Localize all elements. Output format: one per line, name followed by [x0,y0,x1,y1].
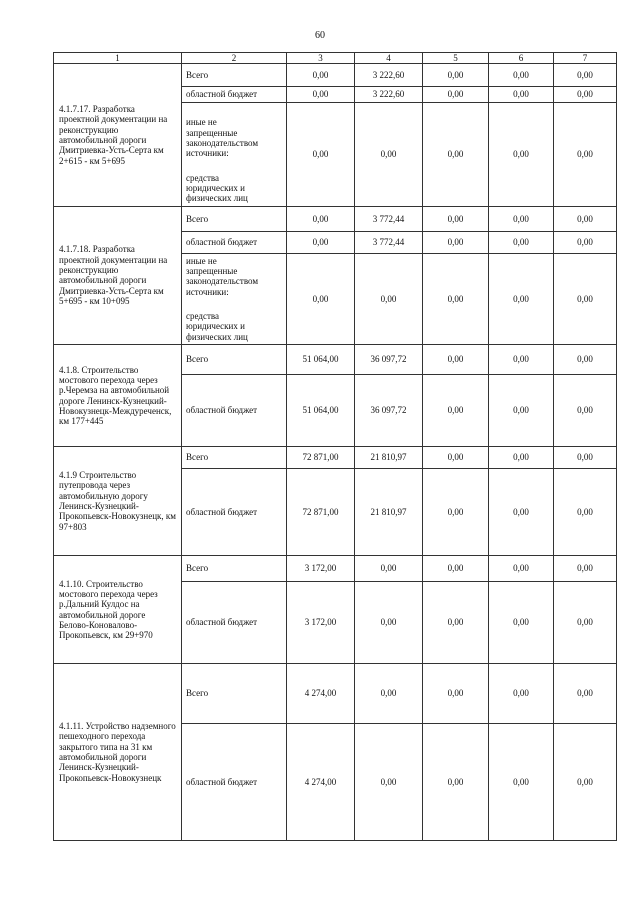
table-row [54,345,617,375]
table-cell: 36 097,72 [355,375,423,447]
table-cell: 3 222,60 [355,87,423,102]
source-label: Всего [182,206,287,231]
table-row [54,556,617,582]
item-name: 4.1.7.18. Разработка проектной документации на реконструкцию автомобильной дороги Дмитриевка-Усть-Серта км 5+695 - км 10+095 [54,206,182,344]
table-cell: 0,00 [489,64,554,87]
table-cell: 0,00 [489,253,554,344]
table-cell: 0,00 [423,87,489,102]
table-cell: 72 871,00 [287,447,355,469]
text-line: источники: [186,148,229,159]
source-label: Всего [182,345,287,375]
table-cell: 0,00 [489,724,554,841]
table-cell: 0,00 [423,102,489,206]
table-cell: 0,00 [554,206,617,231]
table-row [54,64,617,87]
table-cell: 0,00 [489,206,554,231]
table-cell: 0,00 [355,582,423,664]
table-cell: 0,00 [554,102,617,206]
table-cell: 0,00 [554,345,617,375]
source-label: областной бюджет [182,87,287,102]
text-line: юридических и [186,183,245,193]
table-cell: 36 097,72 [355,345,423,375]
table-cell: 0,00 [554,231,617,253]
table-cell: 0,00 [489,447,554,469]
table-cell: 0,00 [287,206,355,231]
table-cell: 0,00 [554,556,617,582]
col-header: 4 [355,53,423,64]
table-cell: 0,00 [489,556,554,582]
text-line: иные не [186,117,217,128]
table-cell: 0,00 [489,375,554,447]
table-cell: 3 172,00 [287,556,355,582]
table-cell: 0,00 [423,206,489,231]
text-line: средства [186,311,220,322]
table-cell: 0,00 [355,556,423,582]
source-label: Всего [182,664,287,724]
text-line: законодательством [186,276,259,287]
table-cell: 0,00 [287,253,355,344]
table-cell: 0,00 [355,102,423,206]
source-label-other [182,102,287,206]
text-line: законодательством [186,137,259,148]
source-label: областной бюджет [182,375,287,447]
table-cell: 0,00 [554,375,617,447]
table-row [54,206,617,231]
text-line: физических лиц [186,193,248,204]
table-cell: 0,00 [554,87,617,102]
source-label: областной бюджет [182,582,287,664]
text-line: средства [186,172,220,183]
text-line: юридических и [186,321,245,332]
table-cell: 0,00 [287,87,355,102]
table-cell: 0,00 [423,582,489,664]
table-cell: 3 222,60 [355,64,423,87]
table-cell: 0,00 [423,447,489,469]
source-label-other [182,253,287,344]
table-cell: 0,00 [423,556,489,582]
table-cell: 3 772,44 [355,231,423,253]
table-cell: 0,00 [554,447,617,469]
col-header: 1 [54,53,182,64]
table-cell: 3 172,00 [287,582,355,664]
col-header: 5 [423,53,489,64]
table-cell: 0,00 [287,102,355,206]
table-cell: 0,00 [554,664,617,724]
text-line: иные не [186,255,217,266]
item-name: 4.1.8. Строительство мостового перехода через р.Черемза на автомобильной дороге Ленинск-Кузнецкий-Новокузнецк-Междуреченск, км 177+445 [54,345,182,447]
col-header: 7 [554,53,617,64]
table-cell: 0,00 [355,724,423,841]
table-cell: 0,00 [489,582,554,664]
table-cell: 0,00 [423,231,489,253]
table-cell: 4 274,00 [287,724,355,841]
item-name: 4.1.11. Устройство надземного пешеходного перехода закрытого типа на 31 км автомобильной дороги Ленинск-Кузнецкий-Прокопьевск-Новокузнецк [54,664,182,841]
table-cell: 0,00 [287,64,355,87]
text-line: физических лиц [186,331,248,342]
item-name: 4.1.10. Строительство мостового перехода через р.Дальний Кулдос на автомобильной дороге Белово-Коновалово-Прокопьевск, км 29+970 [54,556,182,664]
source-label: областной бюджет [182,231,287,253]
table-cell: 0,00 [489,469,554,556]
table-row [54,664,617,724]
table-cell: 0,00 [355,253,423,344]
text-line: запрещенные [186,127,238,138]
table-cell: 0,00 [423,375,489,447]
table-cell: 4 274,00 [287,664,355,724]
table-cell: 3 772,44 [355,206,423,231]
budget-table [53,52,617,841]
table-cell: 72 871,00 [287,469,355,556]
item-name: 4.1.9 Строительство путепровода через автомобильную дорогу Ленинск-Кузнецкий-Прокопьевск-Новокузнецк, км 97+803 [54,447,182,556]
table-cell: 0,00 [489,345,554,375]
table-cell: 51 064,00 [287,345,355,375]
table-cell: 0,00 [554,724,617,841]
table-cell: 0,00 [423,664,489,724]
item-name: 4.1.7.17. Разработка проектной документации на реконструкцию автомобильной дороги Дмитриевка-Усть-Серта км 2+615 - км 5+695 [54,64,182,206]
text-line: источники: [186,286,229,297]
table-cell: 51 064,00 [287,375,355,447]
table-cell: 21 810,97 [355,469,423,556]
table-cell: 21 810,97 [355,447,423,469]
col-header: 2 [182,53,287,64]
source-label: областной бюджет [182,724,287,841]
table-cell: 0,00 [423,345,489,375]
source-label: областной бюджет [182,469,287,556]
table-cell: 0,00 [423,253,489,344]
table-row [54,447,617,469]
table-cell: 0,00 [554,582,617,664]
header-row [54,53,617,64]
table-cell: 0,00 [355,664,423,724]
source-label: Всего [182,447,287,469]
table-cell: 0,00 [489,664,554,724]
table-cell: 0,00 [423,724,489,841]
source-label: Всего [182,556,287,582]
page-number: 60 [315,30,325,41]
table-cell: 0,00 [489,231,554,253]
text-line: запрещенные [186,266,238,277]
table-cell: 0,00 [423,64,489,87]
table-cell: 0,00 [489,87,554,102]
table-cell: 0,00 [554,64,617,87]
table-cell: 0,00 [287,231,355,253]
table-cell: 0,00 [554,253,617,344]
col-header: 3 [287,53,355,64]
source-label: Всего [182,64,287,87]
table-cell: 0,00 [554,469,617,556]
table-cell: 0,00 [489,102,554,206]
table-cell: 0,00 [423,469,489,556]
col-header: 6 [489,53,554,64]
